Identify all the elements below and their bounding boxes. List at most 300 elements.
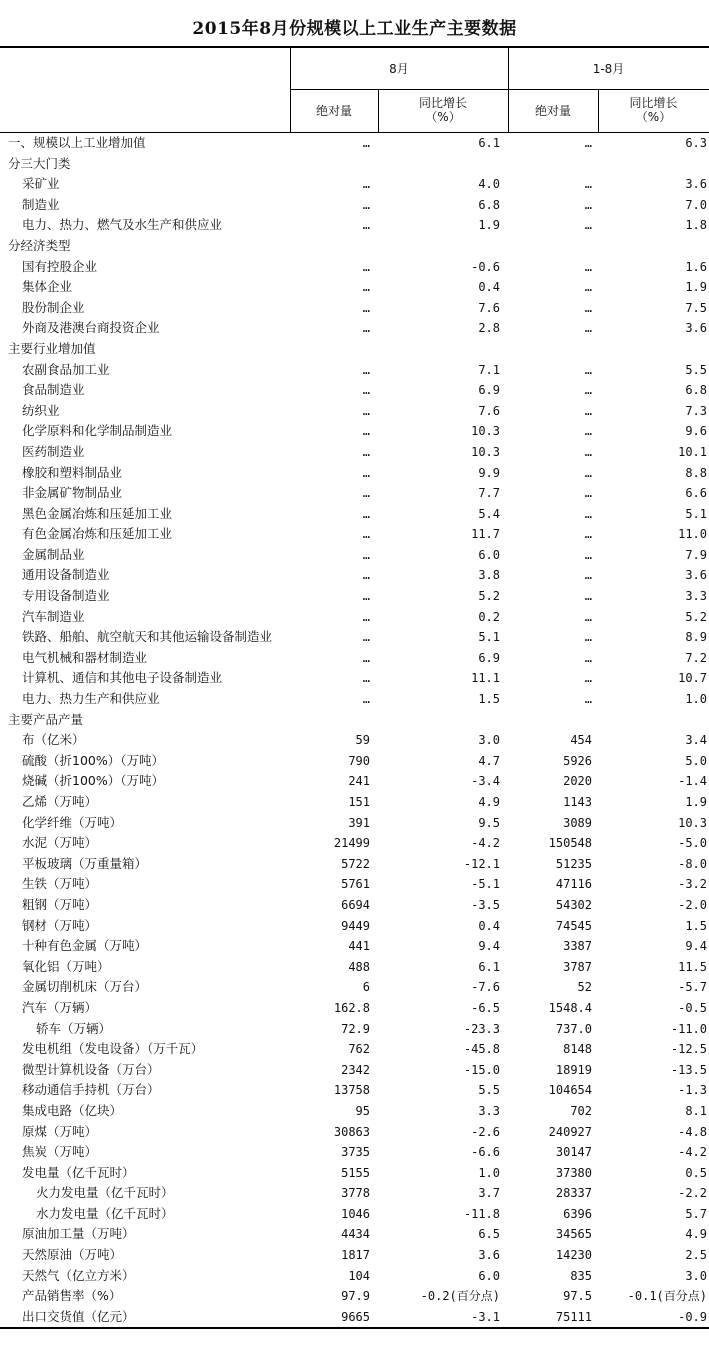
aug-yoy-growth: -15.0 xyxy=(463,1062,500,1077)
row-name: 非金属矿物制品业 xyxy=(22,485,123,501)
row-name: 医药制造业 xyxy=(22,443,85,459)
ytd-absolute: … xyxy=(584,527,592,542)
aug-yoy-growth: 6.5 xyxy=(478,1227,500,1242)
table-row xyxy=(0,833,709,854)
row-name: 主要产品产量 xyxy=(8,711,84,727)
row-name: 专用设备制造业 xyxy=(22,588,110,604)
ytd-absolute: 5926 xyxy=(563,753,592,768)
aug-absolute: … xyxy=(362,321,370,336)
table-row xyxy=(0,730,709,751)
aug-yoy-growth: -7.6 xyxy=(471,980,500,995)
aug-yoy-growth: 6.1 xyxy=(478,136,500,150)
ytd-absolute: … xyxy=(584,465,592,480)
header-subrule xyxy=(290,89,709,90)
row-name: 集体企业 xyxy=(22,279,73,295)
row-name: 焦炭（万吨） xyxy=(22,1144,98,1160)
aug-absolute: … xyxy=(362,197,370,212)
aug-yoy-growth: 10.3 xyxy=(471,424,500,439)
ytd-yoy-growth: 8.1 xyxy=(685,1103,707,1118)
ytd-absolute: … xyxy=(584,362,592,377)
ytd-yoy-growth: 3.6 xyxy=(685,321,707,336)
ytd-absolute: … xyxy=(584,259,592,274)
ytd-absolute: 52 xyxy=(577,980,592,995)
table-row xyxy=(0,1266,709,1287)
aug-absolute: 13758 xyxy=(333,1083,370,1098)
aug-absolute: 5722 xyxy=(341,856,370,871)
ytd-yoy-growth: 5.7 xyxy=(685,1206,707,1221)
aug-absolute: 1817 xyxy=(341,1248,370,1263)
ytd-absolute: 37380 xyxy=(555,1165,592,1180)
aug-absolute: 441 xyxy=(348,939,370,954)
aug-absolute: 104 xyxy=(348,1268,370,1283)
ytd-yoy-growth: -13.5 xyxy=(670,1062,707,1077)
aug-yoy-growth: -6.6 xyxy=(471,1145,500,1160)
aug-absolute: … xyxy=(362,589,370,604)
ytd-absolute: 702 xyxy=(570,1103,592,1118)
ytd-yoy-growth: -1.3 xyxy=(678,1083,707,1098)
aug-absolute: 3735 xyxy=(341,1145,370,1160)
ytd-yoy-growth: -4.8 xyxy=(678,1124,707,1139)
row-name: 食品制造业 xyxy=(22,382,85,398)
ytd-yoy-growth: 6.3 xyxy=(685,136,707,150)
aug-yoy-growth: 11.7 xyxy=(471,527,500,542)
table-row xyxy=(0,257,709,278)
ytd-absolute: 47116 xyxy=(555,877,592,892)
ytd-absolute: 240927 xyxy=(548,1124,592,1139)
aug-absolute: 72.9 xyxy=(341,1021,370,1036)
ytd-yoy-growth: -12.5 xyxy=(670,1042,707,1057)
aug-absolute: … xyxy=(362,300,370,315)
ytd-absolute: 54302 xyxy=(555,897,592,912)
row-name: 通用设备制造业 xyxy=(22,567,110,583)
aug-yoy-growth: 9.5 xyxy=(478,815,500,830)
ytd-yoy-growth: 2.5 xyxy=(685,1248,707,1263)
table-row xyxy=(0,668,709,689)
row-name: 外商及港澳台商投资企业 xyxy=(22,320,160,336)
row-name: 天然气（亿立方米） xyxy=(22,1267,135,1283)
aug-yoy-growth: 6.1 xyxy=(478,959,500,974)
ytd-yoy-growth: 5.0 xyxy=(685,753,707,768)
row-name: 化学纤维（万吨） xyxy=(22,814,123,830)
aug-absolute: … xyxy=(362,424,370,439)
ytd-yoy-growth: -0.5 xyxy=(678,1000,707,1015)
ytd-yoy-growth: -2.2 xyxy=(678,1186,707,1201)
table-row xyxy=(0,133,709,154)
ytd-absolute: … xyxy=(584,568,592,583)
aug-absolute: 151 xyxy=(348,795,370,809)
aug-absolute: … xyxy=(362,547,370,562)
aug-absolute: … xyxy=(362,630,370,645)
ytd-yoy-growth: -5.0 xyxy=(678,836,707,851)
row-name: 烧碱（折100%）（万吨） xyxy=(22,773,164,789)
ytd-absolute: 1548.4 xyxy=(548,1000,592,1015)
ytd-absolute: 737.0 xyxy=(555,1021,592,1036)
row-name: 发电量（亿千瓦时） xyxy=(22,1164,135,1180)
row-name: 铁路、船舶、航空航天和其他运输设备制造业 xyxy=(22,629,273,645)
table-row xyxy=(0,1142,709,1163)
aug-absolute: 30863 xyxy=(333,1124,370,1139)
table-row xyxy=(0,236,709,257)
row-name: 水泥（万吨） xyxy=(22,835,98,851)
aug-absolute: 5761 xyxy=(341,877,370,892)
table-row xyxy=(0,586,709,607)
ytd-absolute: 34565 xyxy=(555,1227,592,1242)
ytd-yoy-growth: 0.5 xyxy=(685,1165,707,1180)
aug-yoy-growth: -3.1 xyxy=(471,1309,500,1324)
ytd-yoy-growth: 3.4 xyxy=(685,733,707,748)
ytd-absolute: … xyxy=(584,589,592,604)
ytd-yoy-growth: 10.1 xyxy=(678,444,707,459)
aug-absolute: … xyxy=(362,218,370,233)
row-name: 平板玻璃（万重量箱） xyxy=(22,855,148,871)
table-row xyxy=(0,154,709,175)
aug-absolute: … xyxy=(362,280,370,295)
ytd-yoy-growth: 11.0 xyxy=(678,527,707,542)
row-name: 生铁（万吨） xyxy=(22,876,98,892)
aug-absolute: … xyxy=(362,444,370,459)
aug-yoy-growth: 6.0 xyxy=(478,547,500,562)
aug-absolute: 488 xyxy=(348,959,370,974)
row-name: 硫酸（折100%）（万吨） xyxy=(22,752,164,768)
table-row xyxy=(0,421,709,442)
aug-absolute: 6 xyxy=(362,980,370,995)
row-name: 纺织业 xyxy=(22,402,60,418)
row-name: 分三大门类 xyxy=(8,155,71,171)
table-row xyxy=(0,195,709,216)
ytd-absolute: … xyxy=(584,383,592,398)
row-name: 钢材（万吨） xyxy=(22,917,98,933)
ytd-yoy-growth: 1.9 xyxy=(685,795,707,809)
table-row xyxy=(0,1080,709,1101)
table-row xyxy=(0,360,709,381)
row-name: 原煤（万吨） xyxy=(22,1123,98,1139)
table-row xyxy=(0,318,709,339)
aug-yoy-growth: -12.1 xyxy=(463,856,500,871)
aug-yoy-growth: 6.8 xyxy=(478,197,500,212)
ytd-yoy-growth: 3.3 xyxy=(685,589,707,604)
aug-yoy-growth: -5.1 xyxy=(471,877,500,892)
table-row xyxy=(0,401,709,422)
header-ytd-yoy xyxy=(598,96,709,124)
ytd-absolute: 3787 xyxy=(563,959,592,974)
table-row xyxy=(0,710,709,731)
table-bottom-rule xyxy=(0,1327,709,1329)
aug-absolute: … xyxy=(362,650,370,665)
table-row xyxy=(0,277,709,298)
header-ytd: 1-8月 xyxy=(592,62,625,76)
aug-absolute: 3778 xyxy=(341,1186,370,1201)
ytd-absolute: … xyxy=(584,671,592,686)
table-row xyxy=(0,648,709,669)
aug-yoy-growth: 10.3 xyxy=(471,444,500,459)
row-name: 粗钢（万吨） xyxy=(22,896,98,912)
table-row xyxy=(0,1224,709,1245)
row-name: 采矿业 xyxy=(22,176,60,192)
table-row xyxy=(0,936,709,957)
ytd-yoy-growth: 7.5 xyxy=(685,300,707,315)
aug-yoy-growth: -0.2(百分点) xyxy=(420,1289,500,1304)
row-name: 产品销售率（%） xyxy=(22,1288,122,1304)
aug-absolute: … xyxy=(362,486,370,501)
aug-yoy-growth: 3.6 xyxy=(478,1248,500,1263)
ytd-yoy-growth: -4.2 xyxy=(678,1145,707,1160)
ytd-absolute: … xyxy=(584,424,592,439)
ytd-absolute: … xyxy=(584,197,592,212)
row-name: 橡胶和塑料制品业 xyxy=(22,464,123,480)
header-yoy-line1: 同比增长 xyxy=(418,96,467,110)
table-row xyxy=(0,874,709,895)
aug-absolute: 6694 xyxy=(341,897,370,912)
table-row xyxy=(0,1060,709,1081)
ytd-absolute: 3089 xyxy=(563,815,592,830)
table-row xyxy=(0,1163,709,1184)
header-yoy-line2: （%） xyxy=(635,110,672,124)
row-name: 轿车（万辆） xyxy=(36,1020,112,1036)
table-row xyxy=(0,524,709,545)
data-table xyxy=(0,46,709,1329)
ytd-yoy-growth: 5.2 xyxy=(685,609,707,624)
table-header xyxy=(0,48,709,133)
aug-yoy-growth: 5.2 xyxy=(478,589,500,604)
aug-yoy-growth: 7.6 xyxy=(478,403,500,418)
aug-yoy-growth: 9.9 xyxy=(478,465,500,480)
aug-absolute: … xyxy=(362,136,370,150)
aug-yoy-growth: 6.0 xyxy=(478,1268,500,1283)
aug-absolute: … xyxy=(362,465,370,480)
ytd-absolute: 6396 xyxy=(563,1206,592,1221)
ytd-yoy-growth: 8.9 xyxy=(685,630,707,645)
ytd-yoy-growth: 7.2 xyxy=(685,650,707,665)
ytd-yoy-growth: 3.0 xyxy=(685,1268,707,1283)
ytd-yoy-growth: 7.0 xyxy=(685,197,707,212)
table-row xyxy=(0,689,709,710)
table-row xyxy=(0,977,709,998)
aug-yoy-growth: 0.4 xyxy=(478,280,500,295)
aug-absolute: … xyxy=(362,609,370,624)
table-row xyxy=(0,792,709,813)
header-aug: 8月 xyxy=(389,62,409,76)
row-name: 电力、热力、燃气及水生产和供应业 xyxy=(22,217,223,233)
row-name: 国有控股企业 xyxy=(22,258,98,274)
aug-absolute: 97.9 xyxy=(341,1289,370,1304)
ytd-absolute: 75111 xyxy=(555,1309,592,1324)
header-aug-yoy xyxy=(378,96,508,124)
ytd-yoy-growth: 9.4 xyxy=(685,939,707,954)
row-name: 一、规模以上工业增加值 xyxy=(8,135,146,150)
aug-absolute: 21499 xyxy=(333,836,370,851)
aug-yoy-growth: 3.0 xyxy=(478,733,500,748)
ytd-yoy-growth: 3.6 xyxy=(685,177,707,192)
table-row xyxy=(0,916,709,937)
aug-yoy-growth: -23.3 xyxy=(463,1021,500,1036)
ytd-yoy-growth: -8.0 xyxy=(678,856,707,871)
ytd-absolute: 150548 xyxy=(548,836,592,851)
row-name: 氧化铝（万吨） xyxy=(22,958,110,974)
aug-absolute: … xyxy=(362,671,370,686)
table-row xyxy=(0,174,709,195)
aug-yoy-growth: 5.5 xyxy=(478,1083,500,1098)
aug-yoy-growth: 9.4 xyxy=(478,939,500,954)
header-divider xyxy=(290,48,291,132)
table-body xyxy=(0,133,709,1327)
header-divider xyxy=(508,48,509,132)
ytd-yoy-growth: 1.6 xyxy=(685,259,707,274)
aug-yoy-growth: -6.5 xyxy=(471,1000,500,1015)
table-row xyxy=(0,751,709,772)
table-row xyxy=(0,483,709,504)
ytd-absolute: … xyxy=(584,630,592,645)
header-yoy-line1: 同比增长 xyxy=(629,96,678,110)
row-name: 汽车（万辆） xyxy=(22,999,98,1015)
aug-yoy-growth: 1.0 xyxy=(478,1165,500,1180)
aug-absolute: … xyxy=(362,383,370,398)
ytd-yoy-growth: -3.2 xyxy=(678,877,707,892)
row-name: 电力、热力生产和供应业 xyxy=(22,691,160,707)
table-row xyxy=(0,1019,709,1040)
row-name: 分经济类型 xyxy=(8,237,71,253)
table-row xyxy=(0,565,709,586)
ytd-absolute: 28337 xyxy=(555,1186,592,1201)
ytd-yoy-growth: 1.0 xyxy=(685,692,707,707)
ytd-yoy-growth: 1.9 xyxy=(685,280,707,295)
row-name: 微型计算机设备（万台） xyxy=(22,1061,160,1077)
table-row xyxy=(0,1286,709,1307)
row-name: 移动通信手持机（万台） xyxy=(22,1082,160,1098)
aug-yoy-growth: 0.4 xyxy=(478,918,500,933)
ytd-absolute: 2020 xyxy=(563,774,592,789)
aug-yoy-growth: 3.8 xyxy=(478,568,500,583)
aug-absolute: … xyxy=(362,259,370,274)
row-name: 水力发电量（亿千瓦时） xyxy=(36,1205,174,1221)
aug-absolute: 790 xyxy=(348,753,370,768)
ytd-absolute: … xyxy=(584,177,592,192)
aug-absolute: 5155 xyxy=(341,1165,370,1180)
row-name: 计算机、通信和其他电子设备制造业 xyxy=(22,670,223,686)
table-row xyxy=(0,380,709,401)
aug-yoy-growth: -4.2 xyxy=(471,836,500,851)
ytd-yoy-growth: 1.8 xyxy=(685,218,707,233)
aug-absolute: 9449 xyxy=(341,918,370,933)
aug-absolute: … xyxy=(362,506,370,521)
row-name: 制造业 xyxy=(22,196,60,212)
ytd-yoy-growth: -2.0 xyxy=(678,897,707,912)
table-row xyxy=(0,1039,709,1060)
ytd-yoy-growth: 9.6 xyxy=(685,424,707,439)
table-row xyxy=(0,545,709,566)
row-name: 十种有色金属（万吨） xyxy=(22,938,148,954)
aug-absolute: 9665 xyxy=(341,1309,370,1324)
ytd-absolute: 51235 xyxy=(555,856,592,871)
aug-absolute: … xyxy=(362,692,370,707)
ytd-yoy-growth: 3.6 xyxy=(685,568,707,583)
ytd-yoy-growth: -0.9 xyxy=(678,1309,707,1324)
table-row xyxy=(0,442,709,463)
row-name: 黑色金属冶炼和压延加工业 xyxy=(22,505,173,521)
aug-absolute: … xyxy=(362,527,370,542)
aug-yoy-growth: 5.4 xyxy=(478,506,500,521)
aug-absolute: … xyxy=(362,362,370,377)
row-name: 股份制企业 xyxy=(22,299,85,315)
table-row xyxy=(0,298,709,319)
ytd-yoy-growth: 10.3 xyxy=(678,815,707,830)
aug-yoy-growth: 6.9 xyxy=(478,650,500,665)
aug-yoy-growth: -0.6 xyxy=(471,259,500,274)
table-row xyxy=(0,504,709,525)
aug-yoy-growth: 4.9 xyxy=(478,795,500,809)
aug-yoy-growth: 4.7 xyxy=(478,753,500,768)
ytd-absolute: … xyxy=(584,444,592,459)
ytd-yoy-growth: 8.8 xyxy=(685,465,707,480)
ytd-absolute: … xyxy=(584,321,592,336)
table-row xyxy=(0,998,709,1019)
table-row xyxy=(0,215,709,236)
row-name: 电气机械和器材制造业 xyxy=(22,649,148,665)
table-row xyxy=(0,771,709,792)
ytd-absolute: 3387 xyxy=(563,939,592,954)
ytd-absolute: … xyxy=(584,547,592,562)
aug-yoy-growth: 7.7 xyxy=(478,486,500,501)
page-title: 2015年8月份规模以上工业生产主要数据 xyxy=(192,19,517,39)
ytd-absolute: … xyxy=(584,403,592,418)
ytd-yoy-growth: 4.9 xyxy=(685,1227,707,1242)
table-row xyxy=(0,1204,709,1225)
table-row xyxy=(0,1101,709,1122)
row-name: 天然原油（万吨） xyxy=(22,1247,123,1263)
table-row xyxy=(0,1183,709,1204)
ytd-yoy-growth: -1.4 xyxy=(678,774,707,789)
ytd-absolute: … xyxy=(584,650,592,665)
ytd-absolute: 454 xyxy=(570,733,592,748)
ytd-absolute: 835 xyxy=(570,1268,592,1283)
aug-yoy-growth: 4.0 xyxy=(478,177,500,192)
aug-yoy-growth: 6.9 xyxy=(478,383,500,398)
aug-absolute: 4434 xyxy=(341,1227,370,1242)
table-row xyxy=(0,854,709,875)
aug-yoy-growth: 5.1 xyxy=(478,630,500,645)
ytd-absolute: … xyxy=(584,280,592,295)
aug-yoy-growth: -3.4 xyxy=(471,774,500,789)
aug-absolute: … xyxy=(362,403,370,418)
aug-yoy-growth: -2.6 xyxy=(471,1124,500,1139)
ytd-yoy-growth: 5.1 xyxy=(685,506,707,521)
table-row xyxy=(0,1245,709,1266)
aug-yoy-growth: 3.3 xyxy=(478,1103,500,1118)
ytd-absolute: 1143 xyxy=(563,795,592,809)
table-row xyxy=(0,627,709,648)
ytd-absolute: … xyxy=(584,218,592,233)
row-name: 出口交货值（亿元） xyxy=(22,1308,135,1324)
row-name: 布（亿米） xyxy=(22,732,85,748)
table-row xyxy=(0,463,709,484)
ytd-absolute: 104654 xyxy=(548,1083,592,1098)
ytd-absolute: … xyxy=(584,609,592,624)
row-name: 乙烯（万吨） xyxy=(22,794,98,809)
row-name: 农副食品加工业 xyxy=(22,361,110,377)
aug-yoy-growth: -45.8 xyxy=(463,1042,500,1057)
aug-yoy-growth: 1.9 xyxy=(478,218,500,233)
row-name: 化学原料和化学制品制造业 xyxy=(22,423,173,439)
row-name: 汽车制造业 xyxy=(22,608,85,624)
ytd-absolute: 30147 xyxy=(555,1145,592,1160)
row-name: 金属切削机床（万台） xyxy=(22,979,148,995)
row-name: 火力发电量（亿千瓦时） xyxy=(36,1185,174,1201)
ytd-absolute: … xyxy=(584,692,592,707)
aug-yoy-growth: 2.8 xyxy=(478,321,500,336)
aug-absolute: 762 xyxy=(348,1042,370,1057)
ytd-yoy-growth: 6.6 xyxy=(685,486,707,501)
aug-yoy-growth: 7.1 xyxy=(478,362,500,377)
ytd-absolute: 18919 xyxy=(555,1062,592,1077)
